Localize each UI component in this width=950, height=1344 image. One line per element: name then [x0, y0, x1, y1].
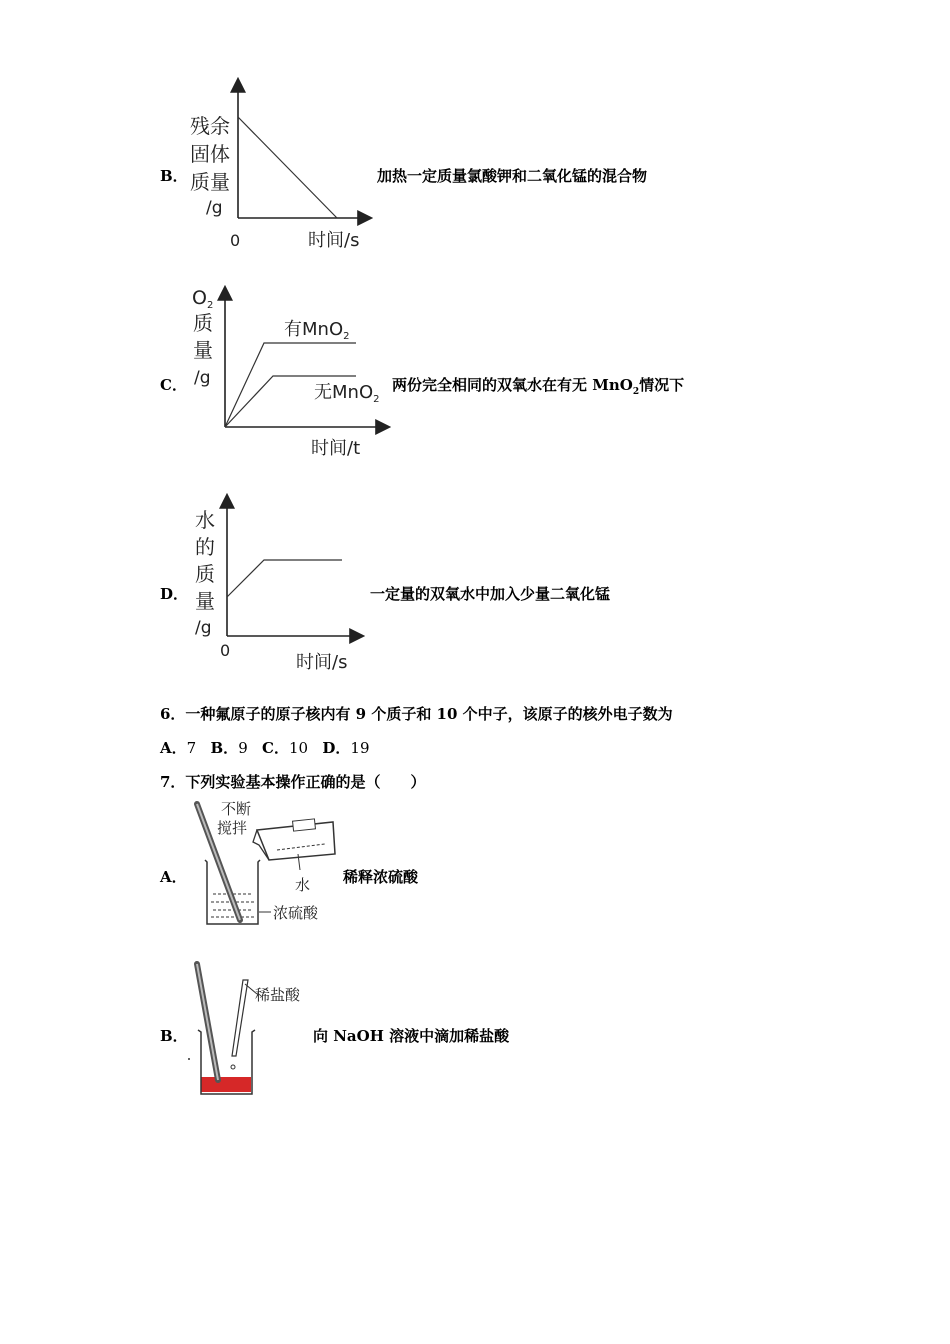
bottle-label	[293, 819, 316, 831]
origin-label: 0	[220, 641, 231, 660]
label-stir-2: 搅拌	[217, 819, 248, 837]
y-label-line-3: 质	[195, 562, 215, 586]
figure-titration	[185, 958, 315, 1100]
x-axis-label: 时间/t	[311, 438, 361, 459]
y-label-unit: /g	[195, 618, 212, 638]
option-desc-5c: 两份完全相同的双氧水在有无 MnO$_2$情况下	[392, 376, 685, 397]
figure-dilute-acid	[185, 798, 345, 933]
graph-5c	[180, 280, 395, 465]
x-axis-label: 时间/s	[296, 652, 348, 673]
label-water: 水	[295, 876, 311, 894]
graph-5b	[180, 70, 380, 260]
option-value: 19	[350, 739, 370, 757]
option-label-5b: B．	[160, 167, 188, 185]
y-label-o2: $O_2$	[192, 287, 214, 311]
option-key: B．	[210, 739, 239, 757]
question-6-options	[160, 737, 370, 758]
option-label-5d: D．	[160, 585, 189, 603]
x-axis-label: 时间/s	[308, 230, 360, 251]
y-label-unit: /g	[194, 368, 211, 388]
option-label-7a: A．	[160, 868, 187, 886]
legend-without-mno2: 无MnO$_2$	[314, 382, 380, 405]
legend-with-mno2: 有MnO$_2$	[284, 319, 350, 342]
drop	[231, 1065, 235, 1069]
y-label-line-1: 残余	[190, 114, 230, 138]
option-key: D．	[322, 739, 351, 757]
y-label-line-4: 量	[195, 589, 215, 613]
option-value: 10	[289, 739, 309, 757]
option-value: 9	[238, 739, 248, 757]
option-label-7b: B．	[160, 1027, 188, 1045]
label-stir-1: 不断	[221, 800, 252, 818]
y-label-line-3: 质量	[190, 170, 230, 194]
option-desc-5d: 一定量的双氧水中加入少量二氧化锰	[370, 585, 611, 603]
dropper	[232, 980, 248, 1056]
question-6-text: 6．一种氟原子的原子核内有 9 个质子和 10 个中子，该原子的核外电子数为	[160, 705, 673, 723]
origin-label: 0	[230, 231, 241, 250]
option-desc-7a: 稀释浓硫酸	[343, 868, 419, 886]
option-value: 7	[186, 739, 197, 757]
option-key: A．	[160, 739, 187, 757]
option-desc-7b: 向 NaOH 溶液中滴加稀盐酸	[313, 1027, 510, 1045]
option-key: C．	[262, 739, 289, 757]
naoh-solution	[201, 1077, 251, 1092]
graph-5d	[180, 490, 380, 680]
question-7-text: 7．下列实验基本操作正确的是（ ）	[160, 773, 426, 791]
y-label-line-2: 固体	[190, 142, 230, 166]
data-line	[238, 117, 337, 218]
y-label-line-3: 量	[193, 338, 213, 362]
option-desc-5b: 加热一定质量氯酸钾和二氧化锰的混合物	[377, 167, 648, 185]
data-line	[227, 560, 342, 597]
option-label-5c: C．	[160, 376, 187, 394]
y-label-line-1: 水	[195, 508, 215, 532]
y-label-line-2: 的	[195, 535, 215, 559]
y-label-unit: /g	[206, 198, 223, 218]
label-hcl: 稀盐酸	[255, 986, 301, 1004]
label-acid: 浓硫酸	[273, 904, 319, 922]
y-label-line-2: 质	[193, 311, 213, 335]
